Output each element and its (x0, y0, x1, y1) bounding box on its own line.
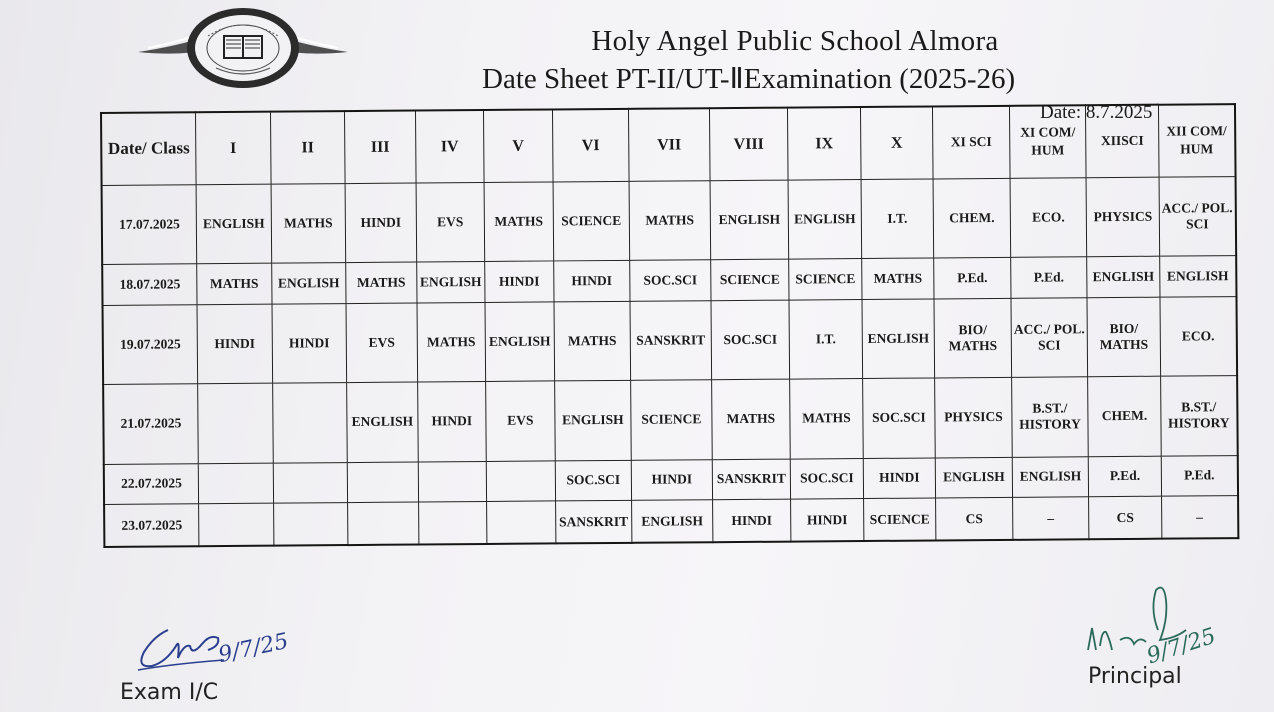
subject-cell (487, 501, 556, 544)
date-class-header: Date/ Class (101, 112, 196, 185)
subject-cell: ENGLISH (1087, 256, 1160, 297)
subject-cell: P.Ed. (1010, 257, 1087, 298)
subject-cell: I.T. (861, 178, 934, 258)
subject-cell: EVS (346, 303, 417, 383)
principal-signature-date: 9/7/25 (1143, 623, 1219, 670)
subject-cell (273, 503, 348, 546)
subject-cell: SOC.SCI (862, 378, 935, 458)
class-header: VIII (709, 108, 788, 181)
subject-cell: ENGLISH (632, 500, 713, 543)
subject-cell: ENGLISH (935, 457, 1012, 498)
subject-cell: ENGLISH (554, 380, 631, 460)
subject-cell: HINDI (485, 261, 554, 302)
subject-cell: BIO/ MATHS (1087, 297, 1160, 377)
subject-cell: ENGLISH (862, 299, 935, 379)
subject-cell: ACC./ POL. SCI (1011, 298, 1088, 378)
datesheet-title: Date Sheet PT-II/UT-ⅡExamination (2025-26) (482, 63, 1016, 95)
exam-date-cell: 18.07.2025 (102, 264, 197, 306)
class-header: III (345, 111, 416, 184)
subject-cell: MATHS (554, 301, 631, 381)
subject-cell: MATHS (197, 263, 272, 304)
class-header: I (196, 112, 271, 185)
subject-cell (273, 462, 348, 503)
datesheet-table-wrapper (100, 103, 1243, 552)
subject-cell: SCIENCE (789, 258, 862, 299)
subject-cell (347, 462, 418, 503)
subject-cell: ENGLISH (347, 382, 418, 462)
subject-cell: SOC.SCI (630, 260, 711, 302)
subject-cell: B.ST./ HISTORY (1160, 376, 1237, 456)
subject-cell: ENGLISH (1012, 456, 1089, 497)
subject-cell: MATHS (711, 379, 790, 459)
subject-cell: P.Ed. (934, 257, 1011, 298)
exam-date-cell: 22.07.2025 (104, 463, 199, 505)
subject-cell: SCIENCE (710, 259, 789, 300)
class-header: XIISCI (1086, 105, 1159, 178)
class-header: V (484, 109, 553, 182)
subject-cell: SANSKRIT (630, 300, 711, 380)
subject-cell: HINDI (863, 457, 936, 498)
subject-cell: CHEM. (1088, 376, 1161, 456)
class-header: VI (552, 109, 629, 182)
table-row (103, 296, 1238, 384)
subject-cell: BIO/ MATHS (934, 298, 1011, 378)
class-header: VII (629, 108, 710, 181)
school-logo (138, 6, 348, 90)
subject-cell: ENGLISH (271, 262, 346, 303)
subject-cell: ECO. (1010, 177, 1087, 257)
header-row (101, 104, 1236, 185)
subject-cell (272, 383, 347, 463)
subject-cell (198, 383, 273, 463)
exam-date-cell: 23.07.2025 (104, 504, 199, 547)
exam-date-cell: 19.07.2025 (103, 304, 198, 384)
subject-cell: EVS (416, 182, 485, 262)
subject-cell: HINDI (631, 459, 712, 501)
table-row (102, 176, 1237, 264)
subject-cell (486, 460, 555, 501)
class-header: X (860, 106, 933, 179)
datesheet-table (100, 103, 1239, 548)
subject-cell: ACC./ POL. SCI (1159, 176, 1236, 256)
subject-cell: ENGLISH (710, 180, 789, 260)
class-header: XI SCI (933, 106, 1010, 179)
subject-cell: MATHS (484, 181, 553, 261)
subject-cell: MATHS (629, 180, 710, 260)
subject-cell: SANSKRIT (712, 459, 791, 500)
subject-cell: – (1161, 496, 1238, 539)
subject-cell: CS (936, 498, 1013, 541)
subject-cell: SOC.SCI (790, 458, 863, 499)
subject-cell: P.Ed. (1089, 456, 1162, 497)
subject-cell: CS (1089, 497, 1162, 540)
school-name: Holy Angel Public School Almora (591, 25, 999, 57)
table-row (104, 496, 1238, 547)
subject-cell: MATHS (790, 379, 863, 459)
subject-cell: SCIENCE (863, 498, 936, 541)
subject-cell: I.T. (789, 299, 862, 379)
class-header: IV (415, 110, 484, 183)
subject-cell: ENGLISH (1159, 255, 1236, 296)
subject-cell: EVS (486, 381, 555, 461)
subject-cell: SOC.SCI (711, 300, 790, 380)
subject-cell: SOC.SCI (555, 460, 632, 501)
issue-date: Date: 8.7.2025 (1040, 102, 1153, 123)
subject-cell: ENGLISH (196, 184, 271, 264)
class-header: XI COM/ HUM (1009, 105, 1086, 178)
subject-cell: ECO. (1160, 296, 1237, 376)
subject-cell: MATHS (861, 258, 934, 299)
subject-cell: MATHS (346, 262, 417, 303)
subject-cell: ENGLISH (788, 179, 861, 259)
subject-cell: – (1012, 497, 1089, 540)
subject-cell: SCIENCE (631, 380, 712, 460)
subject-cell: SANSKRIT (555, 501, 632, 544)
subject-cell: HINDI (272, 303, 347, 383)
subject-cell (418, 502, 487, 545)
subject-cell: MATHS (417, 302, 486, 382)
subject-cell: ENGLISH (485, 302, 554, 382)
subject-cell (198, 463, 273, 504)
subject-cell: HINDI (553, 260, 630, 301)
subject-cell: PHYSICS (935, 377, 1012, 457)
subject-cell: HINDI (345, 183, 416, 263)
subject-cell (348, 502, 419, 545)
class-header: IX (788, 107, 861, 180)
subject-cell: HINDI (197, 304, 272, 384)
subject-cell: HINDI (417, 382, 486, 462)
subject-cell: HINDI (791, 499, 864, 542)
class-header: II (270, 111, 345, 184)
subject-cell: CHEM. (933, 178, 1010, 258)
subject-cell: PHYSICS (1086, 177, 1159, 257)
subject-cell: HINDI (712, 499, 791, 542)
table-row (103, 376, 1238, 464)
subject-cell: MATHS (271, 183, 346, 263)
subject-cell (418, 461, 487, 502)
subject-cell: ENGLISH (416, 261, 485, 302)
class-header: XII COM/ HUM (1158, 104, 1235, 177)
subject-cell: B.ST./ HISTORY (1011, 377, 1088, 457)
exam-date-cell: 21.07.2025 (103, 384, 198, 464)
subject-cell (199, 504, 274, 547)
exam-ic-signature-date: 9/7/25 (216, 628, 291, 669)
exam-date-cell: 17.07.2025 (102, 184, 197, 264)
subject-cell: P.Ed. (1161, 455, 1238, 496)
principal-label: Principal (1088, 664, 1182, 689)
subject-cell: SCIENCE (553, 181, 630, 261)
datesheet-body (102, 176, 1239, 547)
exam-ic-label: Exam I/C (120, 680, 219, 705)
